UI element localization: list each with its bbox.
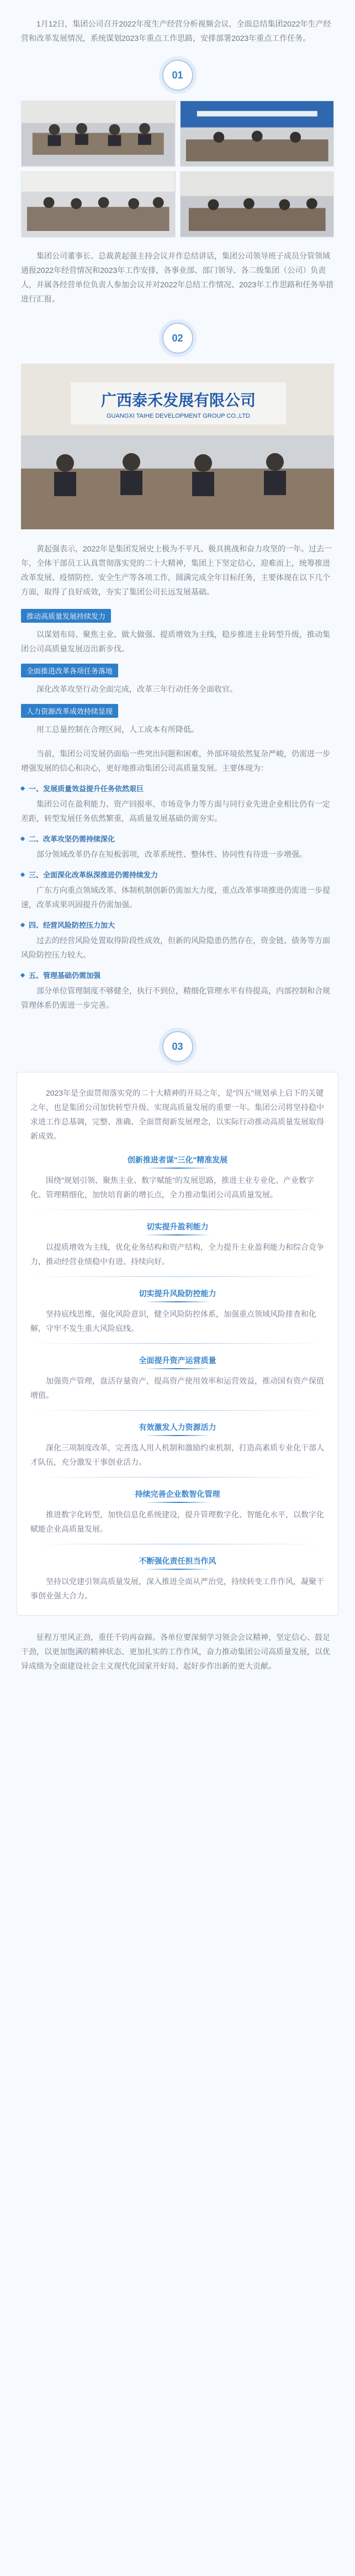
section-01-heading [0, 60, 355, 91]
sub-item [30, 1422, 325, 1469]
intro-block [0, 0, 355, 45]
section-02-text-2: 当前，集团公司发展仍面临一些突出问题和困难，外部环境依然复杂严峻，仍需进一步增强发展的信心和决心，更好地推动集团公司高质量发展。主要体现为： [21, 749, 330, 772]
closing-block [0, 1616, 355, 1673]
tag-text: 以谋划布局、聚焦主业、做大做强、提质增效为主线，稳步推进主业转型升级，推动集团公司高质量发展迈出新步伐。 [21, 630, 330, 653]
tag-item [21, 656, 334, 696]
sub-title-underline [145, 1435, 211, 1436]
sub-text: 推进数字化转型，加快信息化系统建设，提升管理数字化、智能化水平，以数字化赋能企业高质量发展。 [30, 1510, 324, 1533]
tag-label: 人力资源改革成效持续显现 [21, 704, 118, 718]
problem-text: 部分单位管理制度不够健全，执行不到位，精细化管理水平有待提高，内部控制和合规管理体系仍需进一步完善。 [21, 986, 330, 1010]
sub-title-underline [145, 1502, 211, 1503]
problem-item [21, 869, 334, 912]
section-01-badge: 01 [162, 60, 193, 91]
problem-title: 五、管理基础仍需加强 [29, 971, 101, 980]
problem-item [21, 970, 334, 1012]
sub-item [30, 1555, 325, 1603]
meeting-photo-1 [21, 101, 176, 167]
problem-text: 部分领域改革仍存在短板弱项，改革系统性、整体性、协同性有待进一步增强。 [36, 850, 307, 859]
diamond-icon [20, 872, 25, 876]
section-03-badge: 03 [162, 1031, 193, 1062]
sub-title: 切实提升风险防控能力 [139, 1289, 216, 1298]
conference-room-image [21, 364, 334, 529]
diamond-icon [20, 972, 25, 977]
diamond-icon [20, 922, 25, 927]
problem-title: 一、发展质量效益提升任务依然艰巨 [29, 785, 144, 793]
tag-item [21, 696, 334, 737]
tag-item [21, 601, 334, 656]
banner-title: 广西泰禾发展有限公司 [100, 392, 256, 409]
sub-title-underline [145, 1368, 211, 1369]
sub-text: 坚持以党建引领高质量发展，深入推进全面从严治党，持续转变工作作风，凝聚干事创业强大合力。 [30, 1577, 324, 1600]
sub-title-underline [145, 1301, 211, 1302]
sub-item [30, 1355, 325, 1402]
section-01-text-block [0, 238, 355, 306]
sub-item [30, 1489, 325, 1536]
problem-text: 过去的经营风险处置取得阶段性成效，但新的风险隐患仍然存在，资金链、债务等方面风险防控压力较大。 [21, 936, 330, 959]
sub-title: 创新推进者谋"三化"精准发展 [127, 1155, 228, 1164]
meeting-photo-4 [180, 171, 335, 238]
sub-title-underline [145, 1569, 211, 1570]
tag-text: 用工总量控制在合理区间，人工成本有所降低。 [36, 725, 199, 734]
sub-text: 以提质增效为主线，优化业务结构和资产结构，全力提升主业盈利能力和综合竞争力，推动经营业绩稳中有进、持续向好。 [30, 1243, 324, 1266]
section-02-badge: 02 [162, 323, 193, 354]
section-02-heading [0, 323, 355, 354]
sub-text: 深化三项制度改革，完善选人用人机制和激励约束机制，打造高素质专业化干部人才队伍，充分激发干事创业活力。 [30, 1443, 324, 1466]
problem-item [21, 783, 334, 826]
section-03-text-1: 2023年是全面贯彻落实党的二十大精神的开局之年，是"四五"规划承上启下的关键之年，也是集团公司加快转型升级、实现高质量发展的重要一年。集团公司将坚持稳中求进工作总基调，完整、准确、全面贯彻新发展理念，以实际行动推动高质量发展取得新成效。 [30, 1089, 324, 1140]
section-02-main-photo [21, 364, 334, 529]
sub-item [30, 1154, 325, 1202]
banner-subtitle: GUANGXI TAIHE DEVELOPMENT GROUP CO.,LTD [107, 413, 250, 419]
section-03-card [17, 1072, 338, 1616]
problem-title: 四、经营风险防控压力加大 [29, 921, 115, 929]
sub-title: 持续完善企业数智化管理 [135, 1490, 220, 1499]
section-01-photos [21, 101, 334, 238]
meeting-photo-1-image [22, 101, 174, 166]
sub-title: 有效激发人力资源活力 [139, 1423, 216, 1432]
meeting-photo-3-image [22, 172, 174, 236]
diamond-icon [20, 786, 25, 790]
section-01-text: 集团公司董事长、总裁黄起强主持会议并作总结讲话，集团公司领导班子成员分管领域通报2022年经营情况和2023年工作安排，各事业部、部门领导、各二级集团（公司）负责人，并属各经营单位负责人参加会议并对2022年总结工作情况、2023年工作思路和任务举措进行汇报。 [21, 251, 334, 303]
sub-title: 全面提升资产运营质量 [139, 1356, 216, 1365]
problem-text: 广东方向重点领域改革、体制机制创新仍需加大力度，重点改革事项推进仍需进一步提速，改革成果巩固提升仍需加强。 [21, 886, 330, 909]
tag-label: 全面推进改革各项任务落地 [21, 664, 118, 677]
divider [30, 1343, 325, 1344]
section-02-text-1: 黄起强表示，2022年是集团发展史上极为不平凡、极具挑战和奋力攻坚的一年。过去一年，全体干部员工认真贯彻落实党的二十大精神，集团上下坚定信心，迎难而上，统筹推进改革发展、疫情防控、安全生产等各项工作，圆满完成全年目标任务，主要体现在以下几个方面，取得了良好成效，夯实了集团公司长远发展基础。 [21, 544, 332, 596]
sub-text: 坚持底线思维，强化风险意识，健全风险防控体系，加强重点领域风险排查和化解，守牢不发生重大风险底线。 [30, 1310, 316, 1333]
sub-title-underline [145, 1234, 211, 1236]
intro-text: 1月12日，集团公司召开2022年度生产经营分析视频会议，全面总结集团2022年生产经营和改革发展情况，系统谋划2023年重点工作思路，安排部署2023年重点工作任务。 [21, 19, 331, 43]
closing-text: 征程万里风正劲，重任千钧再奋蹄。各单位要深刻学习领会会议精神，坚定信心、鼓足干劲，以更加饱满的精神状态、更加扎实的工作作风，奋力推动集团公司高质量发展，以优异成绩为全面建设社会主义现代化国家开好局、起好步作出新的更大贡献。 [21, 1633, 330, 1670]
diamond-icon [20, 836, 25, 840]
sub-text: 围绕"规划引领、聚焦主业、数字赋能"的发展思路，推进主业专业化、产业数字化、管理精细化，加快培育新的增长点，全力推动集团公司高质量发展。 [30, 1176, 314, 1199]
divider [30, 1477, 325, 1478]
meeting-photo-3 [21, 171, 176, 238]
sub-title: 不断强化责任担当作风 [139, 1557, 216, 1565]
problem-text: 集团公司在盈利能力、资产回报率、市场竞争力等方面与同行业先进企业相比仍有一定差距，转型发展任务依然繁重，高质量发展基础仍需夯实。 [21, 800, 330, 823]
meeting-photo-2-image [181, 101, 333, 166]
meeting-photo-2 [180, 101, 335, 167]
sub-text: 加强资产管理，盘活存量资产，提高资产使用效率和运营效益，推动国有资产保值增值。 [30, 1376, 324, 1400]
divider [30, 1276, 325, 1277]
section-02-problems [0, 737, 355, 1012]
problem-item [21, 919, 334, 962]
section-03-heading [0, 1031, 355, 1062]
divider [30, 1410, 325, 1411]
tag-label: 推动高质量发展持续发力 [21, 609, 111, 623]
section-02-text-block [0, 529, 355, 599]
section-02-tags [0, 599, 355, 737]
sub-title-underline [145, 1168, 211, 1169]
problem-title: 二、改革攻坚仍需持续深化 [29, 835, 115, 843]
problem-title: 三、全面深化改革纵深推进仍需持续发力 [29, 871, 158, 879]
sub-item [30, 1221, 325, 1269]
sub-title: 切实提升盈利能力 [146, 1222, 209, 1231]
meeting-photo-4-image [181, 172, 333, 236]
tag-text: 深化改革攻坚行动全面完成，改革三年行动任务全面收官。 [36, 685, 237, 693]
problem-item [21, 833, 334, 861]
sub-item [30, 1288, 325, 1336]
